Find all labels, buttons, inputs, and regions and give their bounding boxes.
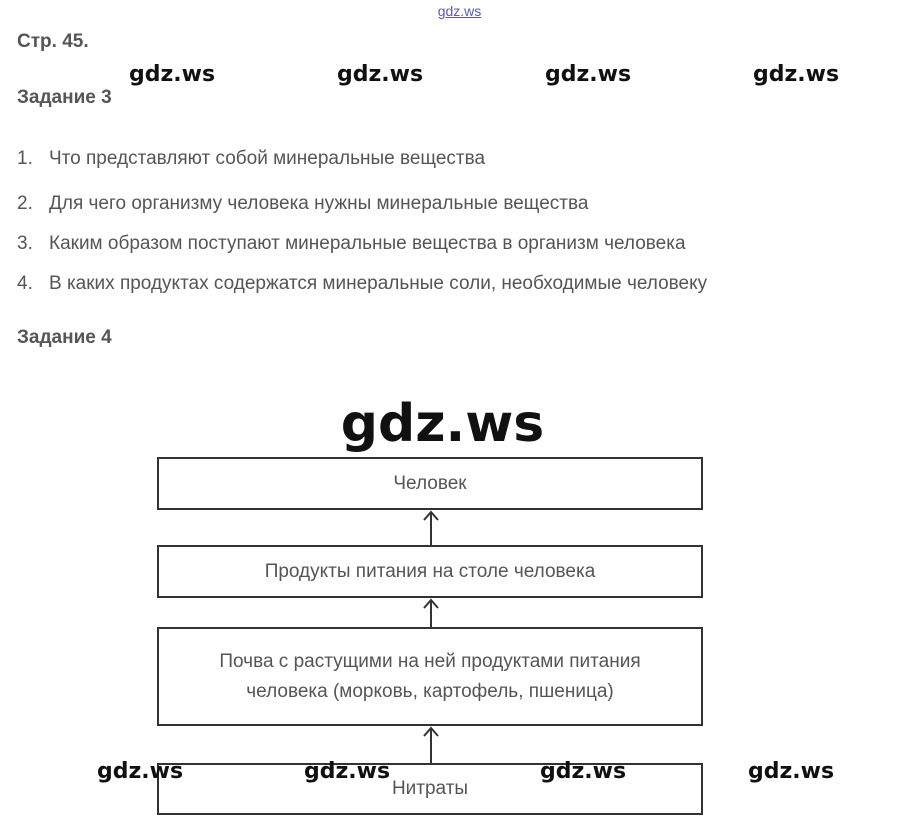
box-nitrates: Нитраты (157, 763, 703, 815)
watermark-4: gdz.ws (753, 62, 840, 87)
arrow-up-icon (420, 726, 442, 764)
watermark-7: gdz.ws (540, 759, 627, 784)
question-text: Каким образом поступают минеральные вещества в организм человека (49, 233, 686, 254)
watermark-8: gdz.ws (748, 759, 835, 784)
question-number: 4. (17, 273, 33, 294)
watermark-center: gdz.ws (340, 394, 545, 454)
watermark-5: gdz.ws (97, 759, 184, 784)
task3-title: Задание 3 (17, 87, 112, 108)
question-number: 2. (17, 193, 33, 214)
watermark-2: gdz.ws (337, 62, 424, 87)
top-watermark: gdz.ws (437, 3, 482, 19)
question-text: Для чего организму человека нужны минеральные вещества (49, 193, 589, 214)
task4-title: Задание 4 (17, 327, 112, 348)
arrow-up-icon (420, 598, 442, 628)
box-human: Человек (157, 457, 703, 510)
question-number: 1. (17, 148, 33, 169)
question-text: Что представляют собой минеральные вещества (49, 148, 486, 169)
box-food: Продукты питания на столе человека (157, 545, 703, 598)
watermark-3: gdz.ws (545, 62, 632, 87)
page-label: Стр. 45. (17, 31, 89, 52)
watermark-6: gdz.ws (304, 759, 391, 784)
watermark-1: gdz.ws (129, 62, 216, 87)
arrow-up-icon (420, 510, 442, 546)
box-soil: Почва с растущими на ней продуктами питания человека (морковь, картофель, пшеница) (157, 627, 703, 726)
question-text: В каких продуктах содержатся минеральные соли, необходимые человеку (49, 273, 708, 294)
question-number: 3. (17, 233, 33, 254)
